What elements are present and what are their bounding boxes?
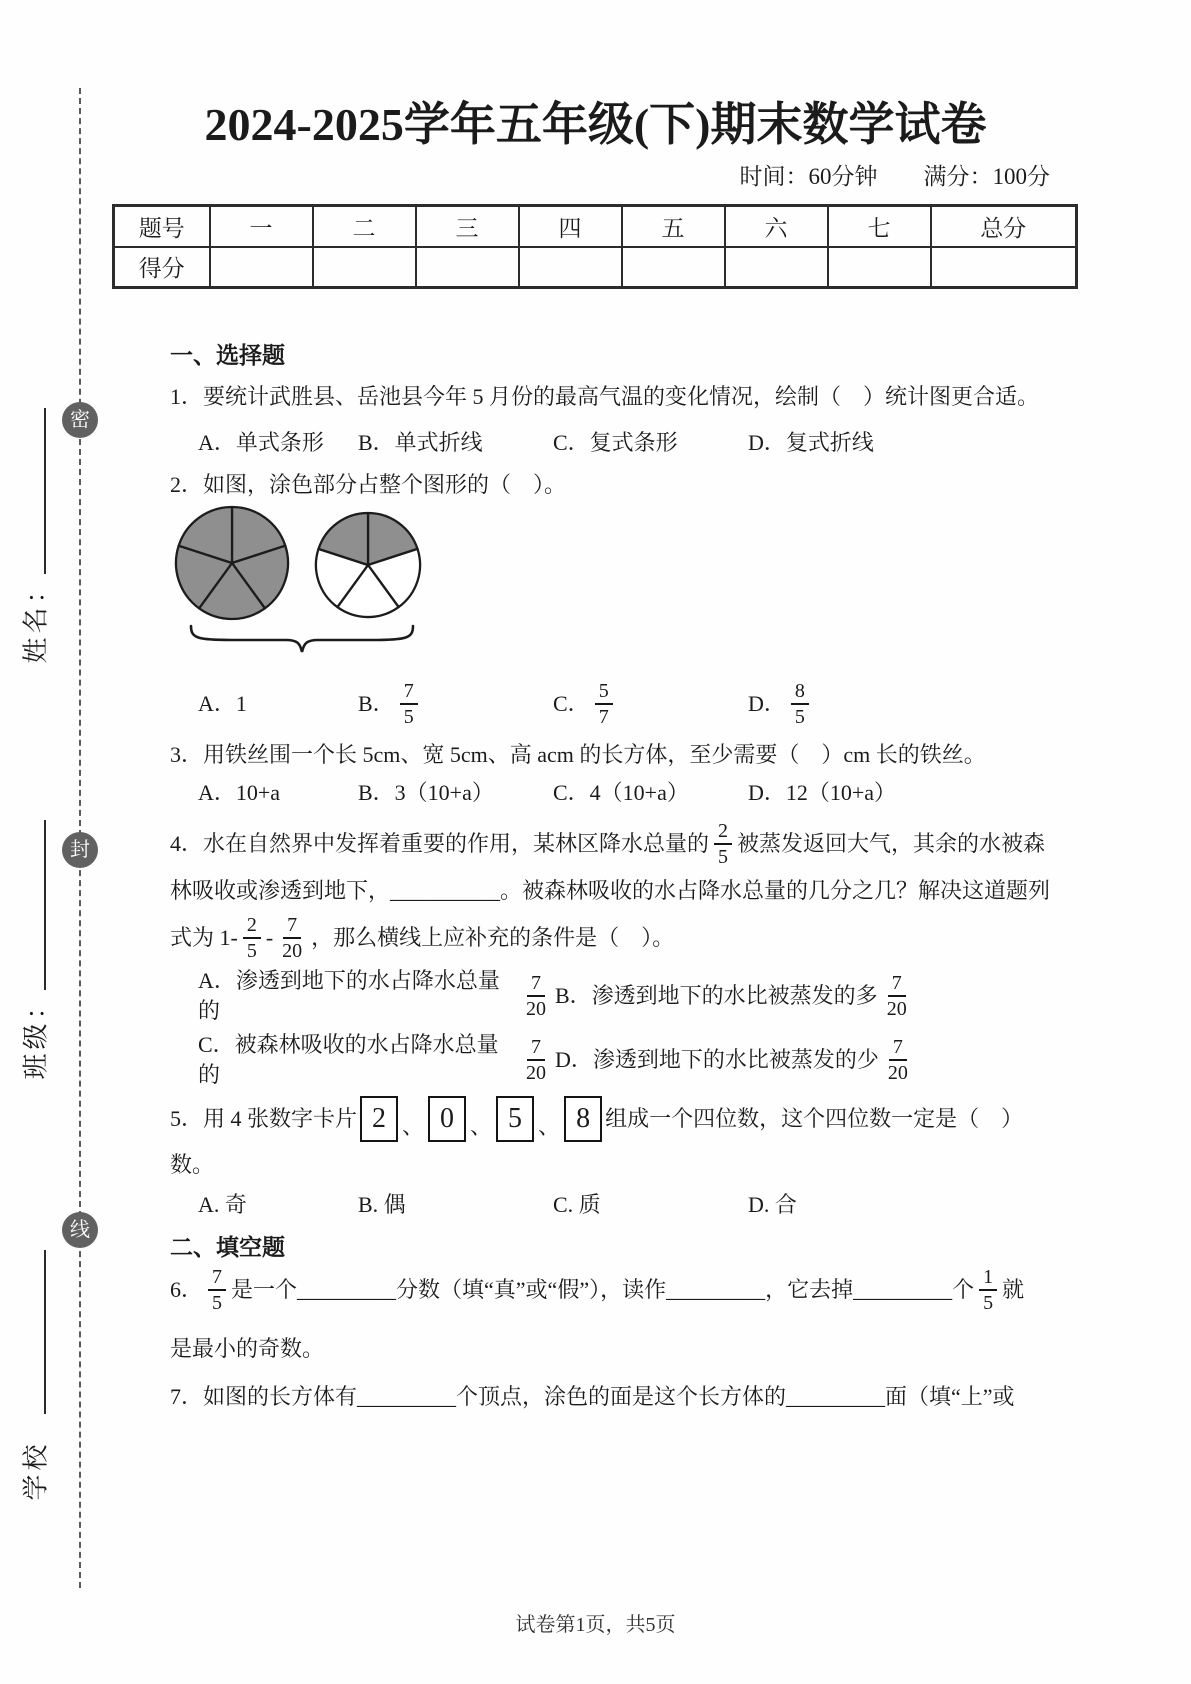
- q7-text-3: 面（填“上”或: [885, 1384, 1015, 1409]
- fraction-1-5: $\frac{1}{5}$: [979, 1266, 997, 1314]
- exam-body: [170, 340, 1065, 1412]
- question-number-head: 题号: [114, 206, 210, 247]
- q3-options: [170, 778, 1065, 808]
- score-table: [112, 204, 1078, 289]
- q4-option-a: [198, 966, 555, 1026]
- pie-chart-partially-shaded: [316, 513, 420, 617]
- q4-option-a-text: A．渗透到地下的水占降水总量的: [198, 968, 500, 1023]
- time-limit: 时间：60分钟: [739, 164, 878, 189]
- pie-chart-fully-shaded: [176, 507, 288, 619]
- q5-option-c: C. 质: [553, 1192, 601, 1217]
- table-row-question-numbers: [114, 206, 1077, 247]
- q7-line1: [170, 1382, 1065, 1412]
- score-cell: [313, 247, 416, 288]
- col-2: 二: [313, 206, 416, 247]
- digit-card-2: 2: [360, 1096, 398, 1142]
- seal-char-mi: 密: [62, 402, 98, 438]
- col-5: 五: [622, 206, 725, 247]
- q4-option-b-text: B．渗透到地下的水比被蒸发的多: [555, 983, 878, 1008]
- digit-card-8: 8: [564, 1096, 602, 1142]
- pie-charts-figure: [170, 504, 422, 656]
- score-cell: [416, 247, 519, 288]
- q4-option-c-text: C．被森林吸收的水占降水总量的: [198, 1032, 499, 1087]
- fraction-7-20: $\frac{7}{20}$: [282, 914, 303, 962]
- score-cell: [622, 247, 725, 288]
- fraction-8-5: $\frac{8}{5}$: [791, 680, 809, 728]
- q5-line2: 数。: [170, 1152, 215, 1177]
- q1-options: [170, 428, 1065, 458]
- fraction-7-20: $\frac{7}{20}$: [526, 1036, 546, 1084]
- q4-line3-pre: 式为 1-: [170, 925, 238, 950]
- q4-line3-post: ，那么横线上应补充的条件是（ ）。: [311, 925, 675, 950]
- q4-line1-post: 被蒸发返回大气，其余的水被森: [737, 831, 1046, 856]
- q4-line3-minus: -: [265, 925, 274, 950]
- fraction-7-20: $\frac{7}{20}$: [886, 972, 907, 1020]
- q6-line2: 是最小的奇数。: [170, 1336, 325, 1361]
- score-cell: [828, 247, 931, 288]
- q4-line3: [170, 914, 1065, 962]
- q7-text-1: 7．如图的长方体有: [170, 1384, 358, 1409]
- q5-options: [170, 1190, 1065, 1220]
- q2-option-c-label: C．: [553, 691, 590, 716]
- card-separator: 、: [538, 1114, 561, 1139]
- score-cell: [210, 247, 313, 288]
- q5-stem-pre: 5．用 4 张数字卡片: [170, 1106, 358, 1131]
- col-4: 四: [519, 206, 622, 247]
- q3-option-d: D．12（10+a）: [748, 780, 897, 805]
- q6-blank-1: _________: [297, 1277, 397, 1302]
- page-title: 2024-2025学年五年级(下)期末数学试卷: [204, 99, 987, 150]
- q2-stem: 2．如图，涂色部分占整个图形的（ ）。: [170, 472, 567, 497]
- card-separator: 、: [402, 1114, 425, 1139]
- q4-option-d-text: D．渗透到地下的水比被蒸发的少: [555, 1047, 879, 1072]
- name-write-line: [44, 408, 46, 574]
- q3-stem: 3．用铁丝围一个长 5cm、宽 5cm、高 acm 的长方体，至少需要（ ）cm 长的铁丝。: [170, 742, 986, 767]
- col-3: 三: [416, 206, 519, 247]
- q1-stem: 1．要统计武胜县、岳池县今年 5 月份的最高气温的变化情况，绘制（ ）统计图更合适。: [170, 384, 1040, 409]
- q4-options-row1: [170, 966, 1065, 1026]
- q2-figure: [170, 504, 1065, 664]
- q4-option-c: [198, 1030, 555, 1090]
- q5-line1: [170, 1096, 1065, 1142]
- q4-option-d: [555, 1036, 1065, 1084]
- fraction-5-7: $\frac{5}{7}$: [595, 680, 613, 728]
- exam-meta: [740, 158, 1051, 191]
- q2-option-b: [358, 680, 553, 728]
- under-brace: [191, 626, 413, 652]
- col-7: 七: [828, 206, 931, 247]
- page-footer: 试卷第1页，共5页: [515, 1614, 676, 1636]
- digit-card-0: 0: [428, 1096, 466, 1142]
- school-write-line: [44, 1250, 46, 1414]
- q2-option-a: A．1: [198, 691, 247, 716]
- q6-line1: [170, 1266, 1065, 1314]
- q2-option-d-label: D．: [748, 691, 786, 716]
- fraction-7-5: $\frac{7}{5}$: [208, 1266, 226, 1314]
- q6-text-1: 是一个: [231, 1277, 298, 1302]
- score-cell: [519, 247, 622, 288]
- class-write-line: [44, 820, 46, 990]
- table-row-scores: [114, 247, 1077, 288]
- q2-option-d: [748, 680, 1065, 728]
- col-6: 六: [725, 206, 828, 247]
- digit-card-5: 5: [496, 1096, 534, 1142]
- col-1: 一: [210, 206, 313, 247]
- q1-option-c: C．复式条形: [553, 430, 678, 455]
- q2-option-b-label: B．: [358, 691, 395, 716]
- fraction-7-5: $\frac{7}{5}$: [400, 680, 418, 728]
- fraction-7-20: $\frac{7}{20}$: [887, 1036, 908, 1084]
- q5-option-d: D. 合: [748, 1192, 797, 1217]
- col-total: 总分: [931, 206, 1077, 247]
- full-score: 满分：100分: [923, 164, 1050, 189]
- q4-line2: 林吸收或渗透到地下，__________。被森林吸收的水占降水总量的几分之几？解决这道题列: [170, 878, 1051, 903]
- seal-char-feng: 封: [62, 832, 98, 868]
- q6-blank-3: _________: [853, 1277, 953, 1302]
- q6-number: 6．: [170, 1277, 204, 1302]
- q4-options-row2: [170, 1030, 1065, 1090]
- q6-text-2: 分数（填“真”或“假”），读作: [396, 1277, 667, 1302]
- q2-option-c: [553, 680, 748, 728]
- school-label: 学校: [21, 1440, 51, 1501]
- card-separator: 、: [470, 1114, 493, 1139]
- q1-option-b: B．单式折线: [358, 430, 483, 455]
- q5-option-b: B. 偶: [358, 1192, 406, 1217]
- q6-text-4: 个: [952, 1277, 975, 1302]
- q1-option-d: D．复式折线: [748, 430, 874, 455]
- q7-text-2: 个顶点，涂色的面是这个长方体的: [456, 1384, 787, 1409]
- fraction-7-20: $\frac{7}{20}$: [526, 972, 546, 1020]
- q6-text-5: 就: [1002, 1277, 1025, 1302]
- q3-option-a: A．10+a: [198, 780, 281, 805]
- q6-blank-2: _________: [666, 1277, 766, 1302]
- q3-option-b: B．3（10+a）: [358, 780, 494, 805]
- q2-options: [170, 680, 1065, 728]
- fraction-2-5: $\frac{2}{5}$: [243, 914, 261, 962]
- name-label: 姓名：: [21, 573, 51, 664]
- section-2-title: 二、填空题: [170, 1234, 285, 1260]
- q4-option-b: [555, 972, 1065, 1020]
- q5-option-a: A. 奇: [198, 1192, 247, 1217]
- score-head: 得分: [114, 247, 210, 288]
- score-cell: [931, 247, 1077, 288]
- fraction-2-5: $\frac{2}{5}$: [714, 820, 732, 868]
- seal-char-xian: 线: [62, 1212, 98, 1248]
- q4-line1-pre: 4．水在自然界中发挥着重要的作用，某林区降水总量的: [170, 831, 710, 856]
- q7-blank-1: _________: [357, 1384, 457, 1409]
- q3-option-c: C．4（10+a）: [553, 780, 689, 805]
- section-1-title: 一、选择题: [170, 342, 285, 368]
- q5-stem-post: 组成一个四位数，这个四位数一定是（ ）: [605, 1106, 1024, 1131]
- q7-blank-2: _________: [786, 1384, 886, 1409]
- q6-text-3: ，它去掉: [765, 1277, 854, 1302]
- class-label: 班级：: [21, 989, 51, 1080]
- q1-option-a: A．单式条形: [198, 430, 324, 455]
- q4-line1: [170, 820, 1065, 868]
- score-cell: [725, 247, 828, 288]
